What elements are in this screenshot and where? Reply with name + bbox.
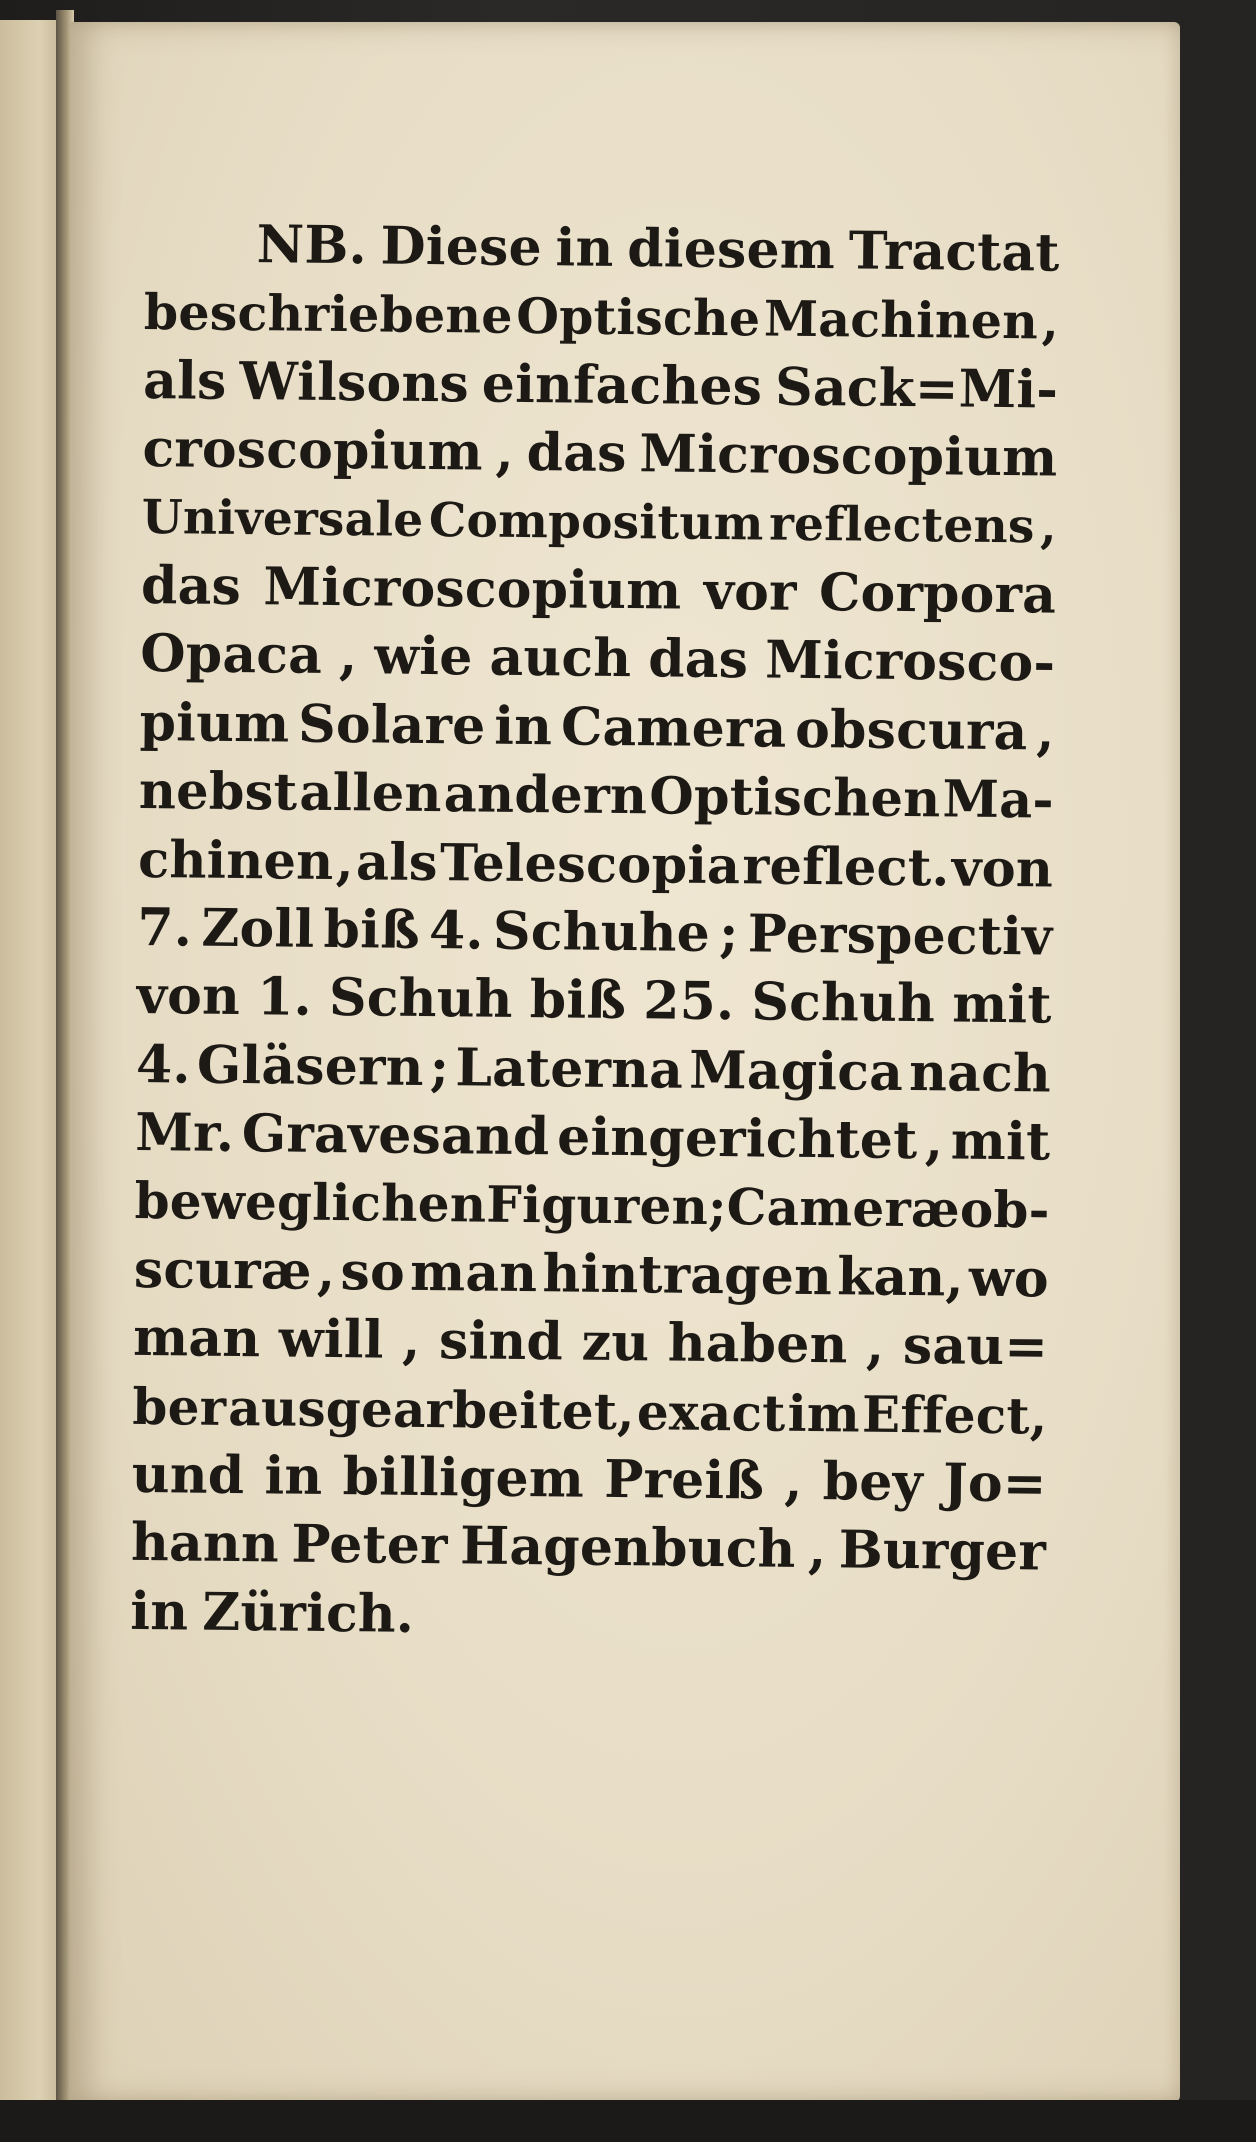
word: hann	[130, 1512, 280, 1575]
word: pium	[139, 691, 290, 755]
word: ;	[707, 1177, 728, 1237]
text-line	[143, 347, 1059, 425]
text-line	[137, 894, 1053, 972]
word: 4.	[135, 1033, 192, 1096]
word: chinen	[137, 829, 334, 892]
text-line	[134, 1236, 1050, 1314]
text-line	[141, 484, 1057, 562]
text-line	[132, 1373, 1048, 1451]
word: ,	[783, 1450, 803, 1512]
word: ,	[335, 831, 355, 892]
word: einfaches	[481, 353, 763, 418]
word: Peter	[291, 1514, 449, 1577]
word: von	[136, 965, 241, 1028]
text-line	[144, 210, 1060, 288]
word: ,	[1039, 498, 1058, 555]
word: reflect.	[742, 835, 950, 898]
word: mit	[951, 973, 1052, 1036]
text-line	[131, 1509, 1047, 1587]
word: obscura	[794, 698, 1028, 763]
word: Gläsern	[196, 1034, 425, 1098]
word: Burger	[838, 1519, 1047, 1583]
notice-text	[130, 210, 1060, 1656]
word: und	[131, 1443, 245, 1507]
word: ,	[807, 1519, 827, 1581]
text-line	[141, 552, 1057, 630]
word: Universale	[141, 489, 424, 548]
word: exact	[636, 1381, 786, 1443]
word: so	[340, 1240, 406, 1303]
word: Microscopium	[263, 556, 682, 622]
word: Compositum	[428, 492, 764, 552]
word: ;	[429, 1036, 450, 1098]
word: Magica	[688, 1039, 904, 1103]
word: Microsco-	[764, 629, 1056, 694]
text-line	[136, 962, 1052, 1040]
word: NB.	[256, 214, 368, 277]
word: ,	[1041, 292, 1060, 351]
text-line	[138, 825, 1054, 903]
word: Machinen	[763, 289, 1039, 351]
text-line	[131, 1441, 1047, 1519]
word: Zürich.	[201, 1581, 415, 1645]
word: ,	[1035, 701, 1055, 763]
word: kan,	[836, 1246, 965, 1309]
word: eingerichtet	[556, 1106, 918, 1172]
word: biß	[323, 898, 421, 961]
text-line	[140, 620, 1056, 698]
word: ob-	[959, 1180, 1050, 1240]
text-line	[133, 1304, 1049, 1382]
word: Opaca	[140, 623, 323, 687]
word: als	[142, 349, 227, 412]
word: Schuhe	[492, 900, 711, 964]
word: 7.	[137, 896, 193, 959]
word: Wilsons	[239, 350, 470, 415]
word: diesem	[626, 218, 836, 282]
word: auch	[489, 626, 632, 690]
word: ber	[132, 1376, 227, 1437]
background-strip	[0, 2100, 1256, 2142]
word: Sack=Mi-	[774, 356, 1059, 421]
word: ;	[718, 902, 739, 965]
word: beschriebene	[143, 283, 513, 346]
word: ,	[316, 1240, 336, 1302]
word: das	[647, 628, 749, 691]
word: als	[355, 831, 439, 893]
word: sind	[438, 1310, 564, 1373]
word: ,	[401, 1310, 421, 1372]
word: Camera	[560, 696, 787, 760]
word: das	[140, 554, 242, 617]
word: Jo=	[942, 1452, 1047, 1515]
word: man	[409, 1241, 538, 1305]
text-line	[134, 1167, 1050, 1245]
word: haben	[667, 1312, 848, 1376]
word: wie	[374, 625, 473, 688]
word: sau=	[902, 1315, 1049, 1378]
text-line	[142, 415, 1058, 493]
text-line	[139, 689, 1055, 767]
text-line	[139, 757, 1055, 835]
word: mit	[950, 1110, 1051, 1173]
word: ausgearbeitet,	[228, 1377, 636, 1441]
word: croscopium	[142, 418, 484, 483]
word: nach	[908, 1041, 1052, 1105]
word: das	[526, 422, 627, 485]
word: reflectens	[768, 496, 1035, 554]
word: Microscopium	[639, 423, 1058, 489]
text-line	[130, 1578, 1046, 1656]
word: im	[787, 1383, 861, 1444]
word: Mr.	[135, 1102, 235, 1165]
word: Hagenbuch	[459, 1515, 796, 1581]
word: von	[951, 838, 1054, 900]
word: Gravesand	[241, 1103, 550, 1168]
word: Diese	[380, 215, 543, 279]
word: man	[132, 1307, 261, 1370]
word: Schuh	[328, 967, 514, 1031]
word: scuræ	[133, 1238, 313, 1302]
word: nebst	[138, 761, 298, 823]
word: in	[555, 217, 614, 279]
word: 25.	[642, 970, 735, 1033]
word: Optischen	[648, 766, 941, 830]
word: will	[278, 1308, 384, 1371]
word: 1.	[256, 966, 313, 1029]
word: Zoll	[201, 897, 315, 960]
word: in	[493, 695, 553, 758]
word: vor	[703, 560, 797, 623]
text-line	[135, 1099, 1051, 1177]
word: biß	[529, 969, 627, 1032]
word: Telescopia	[439, 832, 741, 896]
word: bey	[822, 1451, 924, 1514]
text-line	[136, 1031, 1052, 1109]
word: Figuren	[486, 1175, 709, 1237]
word: andern	[443, 764, 648, 827]
word: zu	[581, 1311, 650, 1374]
word: allen	[299, 762, 443, 825]
word: ,	[338, 625, 358, 687]
word: 4.	[428, 899, 485, 962]
text-line	[144, 278, 1060, 356]
word: billigem	[342, 1446, 585, 1510]
word: hintragen	[542, 1243, 833, 1308]
word: in	[264, 1445, 323, 1507]
word: Schuh	[751, 971, 936, 1035]
word: Tractat	[848, 220, 1060, 284]
word: ,	[495, 421, 515, 484]
word: ,	[924, 1110, 944, 1172]
word: Solare	[297, 693, 486, 757]
word: Laterna	[455, 1036, 684, 1101]
word: Ma-	[942, 769, 1055, 831]
word: beweglichen	[134, 1171, 487, 1235]
word: Corpora	[818, 562, 1057, 626]
word: in	[130, 1580, 189, 1643]
word: Effect,	[861, 1384, 1048, 1446]
word: wo	[968, 1247, 1050, 1310]
word: Cameræ	[726, 1177, 961, 1240]
word: ,	[865, 1314, 885, 1377]
word: Preiß	[603, 1448, 765, 1512]
word: Perspectiv	[747, 903, 1053, 968]
word: Optische	[515, 287, 761, 348]
